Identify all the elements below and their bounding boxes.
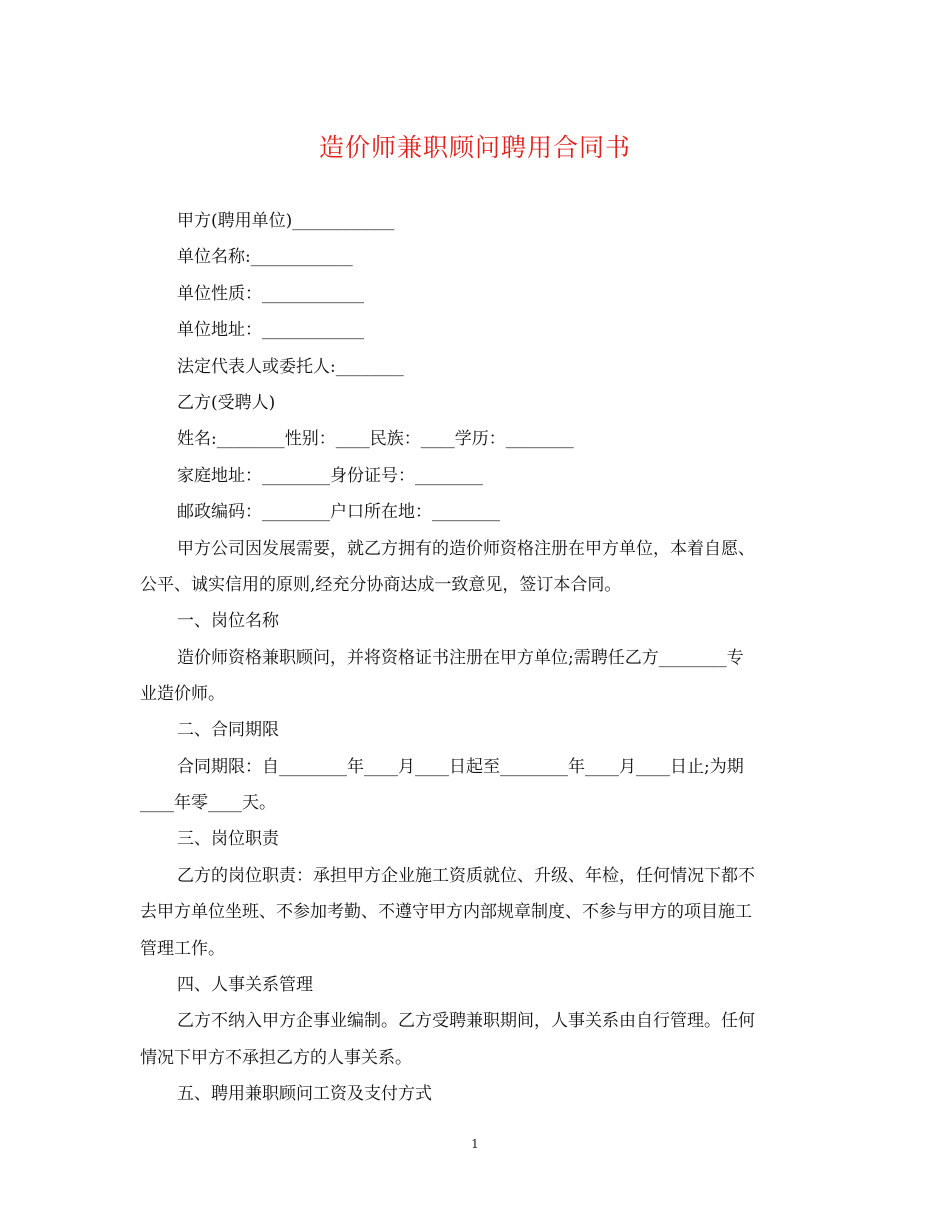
- paragraph-line: 乙方的岗位职责：承担甲方企业施工资质就位、升级、年检，任何情况下都不: [177, 866, 755, 886]
- section-heading: 一、岗位名称: [177, 611, 279, 631]
- section-heading: 四、人事关系管理: [177, 975, 313, 995]
- paragraph-line: 合同期限：自________年____月____日起至________年____月____日止;为期: [177, 757, 744, 777]
- legal-rep-line: 法定代表人或委托人:________: [177, 357, 404, 377]
- page-number: 1: [471, 1137, 479, 1151]
- intro-paragraph-line: 甲方公司因发展需要，就乙方拥有的造价师资格注册在甲方单位，本着自愿、: [177, 539, 755, 559]
- home-address-line: 家庭地址：________身份证号：________: [177, 466, 483, 486]
- paragraph-line: 乙方不纳入甲方企事业编制。乙方受聘兼职期间，人事关系由自行管理。任何: [177, 1011, 755, 1031]
- section-heading: 三、岗位职责: [177, 829, 279, 849]
- paragraph-line: 去甲方单位坐班、不参加考勤、不遵守甲方内部规章制度、不参与甲方的项目施工: [140, 902, 752, 922]
- paragraph-line: 管理工作。: [140, 939, 225, 959]
- unit-address-line: 单位地址：____________: [177, 320, 364, 340]
- paragraph-line: 业造价师。: [140, 684, 225, 704]
- personal-info-line: 姓名:________性别：____民族：____学历：________: [177, 429, 574, 449]
- paragraph-line: 情况下甲方不承担乙方的人事关系。: [140, 1048, 412, 1068]
- section-heading: 五、聘用兼职顾问工资及支付方式: [177, 1084, 432, 1104]
- postal-code-line: 邮政编码：________户口所在地：________: [177, 502, 500, 522]
- unit-name-line: 单位名称:____________: [177, 247, 353, 267]
- intro-paragraph-line: 公平、诚实信用的原则,经充分协商达成一致意见，签订本合同。: [140, 575, 622, 595]
- party-b-line: 乙方(受聘人): [177, 393, 276, 413]
- unit-nature-line: 单位性质：____________: [177, 284, 364, 304]
- paragraph-line: ____年零____天。: [140, 793, 276, 813]
- section-heading: 二、合同期限: [177, 720, 279, 740]
- document-title: 造价师兼职顾问聘用合同书: [318, 133, 631, 162]
- party-a-line: 甲方(聘用单位)____________: [177, 211, 395, 231]
- paragraph-line: 造价师资格兼职顾问，并将资格证书注册在甲方单位;需聘任乙方________专: [177, 648, 744, 668]
